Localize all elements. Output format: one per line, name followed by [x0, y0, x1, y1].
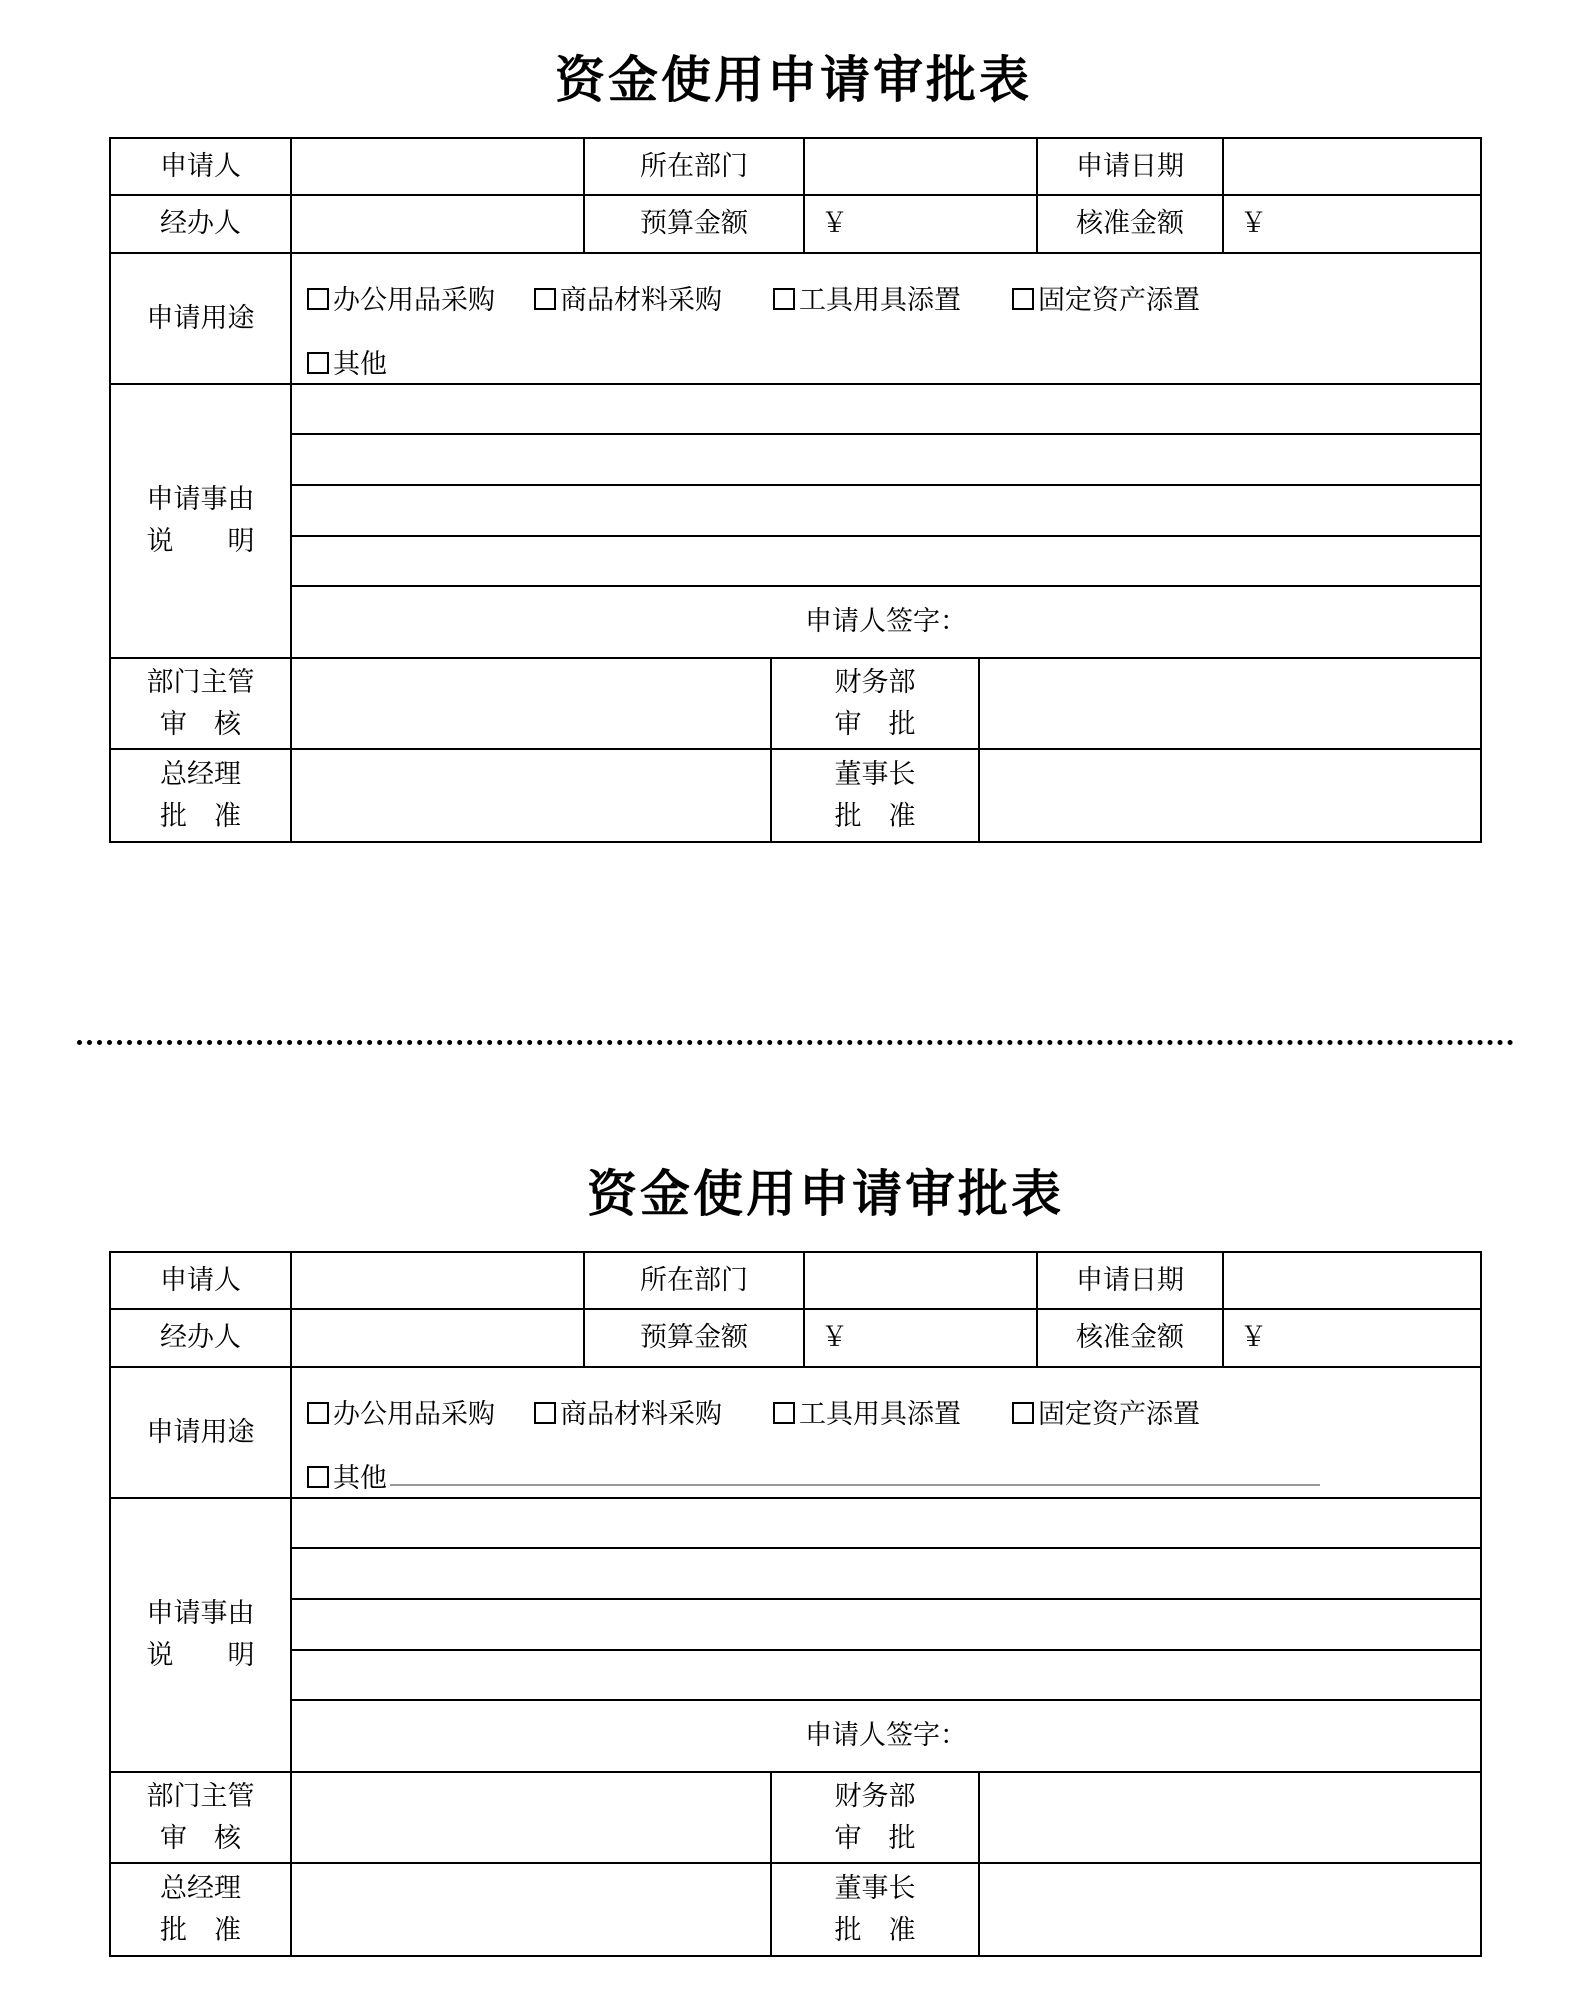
purpose-option-other[interactable] — [307, 1456, 387, 1495]
handler-field[interactable] — [290, 1308, 585, 1368]
option-label: 工具用具添置 — [799, 285, 961, 316]
dept-head-field[interactable] — [290, 657, 772, 750]
purpose-option-assets[interactable] — [1012, 278, 1200, 317]
department-field[interactable] — [803, 137, 1038, 196]
purpose-cell — [290, 1366, 1482, 1499]
department-label: 所在部门 — [583, 137, 805, 196]
approved-field[interactable] — [1222, 194, 1482, 254]
checkbox[interactable] — [534, 288, 556, 310]
budget-label: 预算金额 — [583, 194, 805, 254]
signature-cell[interactable] — [290, 1699, 1482, 1773]
dept-head-label: 部门主管 审 核 — [109, 657, 292, 750]
finance-label: 财务部 审 批 — [770, 1771, 980, 1864]
checkbox[interactable] — [773, 1402, 795, 1424]
currency-symbol: ￥ — [821, 1322, 848, 1353]
form-title: 资金使用申请审批表 — [555, 50, 1032, 109]
reason-line[interactable] — [290, 1598, 1482, 1651]
department-field[interactable] — [803, 1251, 1038, 1310]
reason-line[interactable] — [290, 535, 1482, 587]
purpose-label: 申请用途 — [109, 252, 292, 385]
chairman-label: 董事长 批 准 — [770, 1862, 980, 1957]
finance-field[interactable] — [978, 657, 1482, 750]
option-label: 其他 — [333, 1463, 387, 1494]
option-label: 办公用品采购 — [333, 1399, 495, 1430]
budget-label: 预算金额 — [583, 1308, 805, 1368]
budget-field[interactable] — [803, 1308, 1038, 1368]
currency-symbol: ￥ — [821, 208, 848, 239]
purpose-option-assets[interactable] — [1012, 1392, 1200, 1431]
gm-label: 总经理 批 准 — [109, 748, 292, 843]
reason-line[interactable] — [290, 1497, 1482, 1549]
date-label: 申请日期 — [1036, 1251, 1224, 1310]
chairman-field[interactable] — [978, 1862, 1482, 1957]
date-field[interactable] — [1222, 137, 1482, 196]
option-label: 商品材料采购 — [560, 1399, 722, 1430]
purpose-option-tools[interactable] — [773, 1392, 961, 1431]
gm-field[interactable] — [290, 748, 772, 843]
applicant-label: 申请人 — [109, 137, 292, 196]
handler-label: 经办人 — [109, 194, 292, 254]
checkbox[interactable] — [1012, 1402, 1034, 1424]
option-label: 其他 — [333, 349, 387, 380]
purpose-option-other[interactable] — [307, 342, 387, 381]
other-underline — [390, 1484, 1320, 1486]
signature-cell[interactable] — [290, 585, 1482, 659]
gm-field[interactable] — [290, 1862, 772, 1957]
reason-label: 申请事由 说 明 — [109, 1497, 292, 1773]
purpose-option-materials[interactable] — [534, 1392, 722, 1431]
handler-label: 经办人 — [109, 1308, 292, 1368]
signature-label: 申请人签字： — [805, 606, 967, 637]
approved-field[interactable] — [1222, 1308, 1482, 1368]
cut-line-divider — [77, 1040, 1514, 1045]
date-field[interactable] — [1222, 1251, 1482, 1310]
handler-field[interactable] — [290, 194, 585, 254]
purpose-cell — [290, 252, 1482, 385]
chairman-label: 董事长 批 准 — [770, 748, 980, 843]
budget-field[interactable] — [803, 194, 1038, 254]
currency-symbol: ￥ — [1240, 1322, 1267, 1353]
option-label: 工具用具添置 — [799, 1399, 961, 1430]
department-label: 所在部门 — [583, 1251, 805, 1310]
reason-line[interactable] — [290, 484, 1482, 537]
purpose-option-office[interactable] — [307, 278, 495, 317]
purpose-option-tools[interactable] — [773, 278, 961, 317]
reason-line[interactable] — [290, 1649, 1482, 1701]
dept-head-field[interactable] — [290, 1771, 772, 1864]
signature-label: 申请人签字： — [805, 1720, 967, 1751]
option-label: 固定资产添置 — [1038, 1399, 1200, 1430]
date-label: 申请日期 — [1036, 137, 1224, 196]
reason-label: 申请事由 说 明 — [109, 383, 292, 659]
approved-label: 核准金额 — [1036, 1308, 1224, 1368]
chairman-field[interactable] — [978, 748, 1482, 843]
reason-line[interactable] — [290, 1547, 1482, 1600]
checkbox[interactable] — [1012, 288, 1034, 310]
finance-field[interactable] — [978, 1771, 1482, 1864]
dept-head-label: 部门主管 审 核 — [109, 1771, 292, 1864]
checkbox[interactable] — [307, 1402, 329, 1424]
applicant-label: 申请人 — [109, 1251, 292, 1310]
form-table — [110, 138, 1481, 842]
gm-label: 总经理 批 准 — [109, 1862, 292, 1957]
applicant-field[interactable] — [290, 1251, 585, 1310]
reason-line[interactable] — [290, 433, 1482, 486]
purpose-option-office[interactable] — [307, 1392, 495, 1431]
approved-label: 核准金额 — [1036, 194, 1224, 254]
reason-line[interactable] — [290, 383, 1482, 435]
checkbox[interactable] — [307, 352, 329, 374]
checkbox[interactable] — [534, 1402, 556, 1424]
checkbox[interactable] — [773, 288, 795, 310]
option-label: 固定资产添置 — [1038, 285, 1200, 316]
form-title: 资金使用申请审批表 — [587, 1164, 1064, 1223]
applicant-field[interactable] — [290, 137, 585, 196]
option-label: 商品材料采购 — [560, 285, 722, 316]
finance-label: 财务部 审 批 — [770, 657, 980, 750]
option-label: 办公用品采购 — [333, 285, 495, 316]
purpose-label: 申请用途 — [109, 1366, 292, 1499]
checkbox[interactable] — [307, 1466, 329, 1488]
form-table — [110, 1252, 1481, 1956]
checkbox[interactable] — [307, 288, 329, 310]
currency-symbol: ￥ — [1240, 208, 1267, 239]
purpose-option-materials[interactable] — [534, 278, 722, 317]
